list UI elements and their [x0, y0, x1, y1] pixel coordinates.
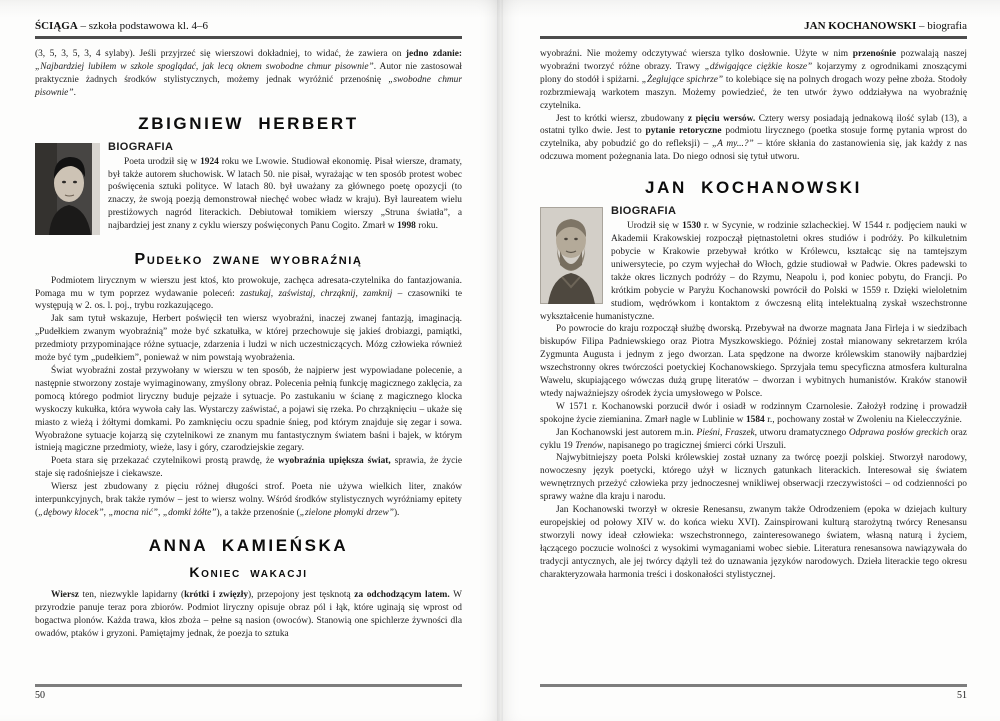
kochanowski-paragraph-2: Po powrocie do kraju rozpoczął służbę dworską. Przebywał na dworze magnata Jana Firleja i w siedzibach biskupów Filipa Padniewskiego oraz Piotra Myszkowskiego. Później został mianowany sekretarzem króla Zygmunta Augusta i jednym z jego dworzan. Lata spędzone na dworze królewskim stanowiły najbardziej wszechstronny okres twórczości poetyckiej Kochanowskiego. Sprzyjała temu specyficzna atmosfera kulturalna Wawelu, skupiającego wówczas dużą grupę literatów – dworzan i wybitnych humanistów. Kraków stanowił wtedy najważniejszy ośrodek życia umysłowego w Polsce. — [540, 324, 967, 399]
header-rule-right — [540, 36, 967, 39]
herbert-bio-paragraph: Poeta urodził się w 1924 roku we Lwowie. Studiował ekonomię. Pisał wiersze, dramaty, był także autorem słuchowisk. W latach 50. nie pisał, wyrażając w ten sposób protest wobec poświęcenia sztuki polityce. W latach 80. był uważany za głównego poetę opozycji (to znaczy, że swoją poezją demonstrował niechęć wobec władz w kraju). Był laureatem wielu prestiżowych nagród literackich. Debiutował tomikiem wierszy „Struna światła”, a najbardziej jest znany z cyklu wierszy poświęconych Panu Cogito. Zmarł w 1998 roku. — [108, 156, 462, 232]
portrait-photo-graphic — [35, 143, 100, 235]
running-header-left — [35, 20, 462, 33]
kochanowski-bio-block — [540, 205, 967, 323]
pudelko-paragraph-4: Poeta stara się przekazać czytelnikowi prostą prawdę, że wyobraźnia upiększa świat, sprawia, że życie staje się radośniejsze i ciekawsze. — [35, 456, 463, 480]
paragraph-continuation-left: (3, 5, 3, 5, 3, 4 sylaby). Jeśli przyjrzeć się wierszowi dokładniej, to widać, że zawiera on jedno zdanie: „Najbardziej lubiłem w szkole spoglądać, jak lecą oknem swobodne chmur pisownie”. Autor nie zastosował praktycznie żadnych środków stylistycznych, możemy jednak wyróżnić przenośnię „swobodne chmur pisownie”. — [35, 49, 463, 98]
biografia-heading-herbert: BIOGRAFIA — [108, 140, 174, 153]
page-right-content — [500, 0, 1000, 721]
section-title-jan-kochanowski: JAN KOCHANOWSKI — [645, 178, 862, 198]
page-right — [500, 0, 1000, 721]
header-rule-left — [35, 36, 462, 39]
page-gutter — [497, 0, 503, 721]
running-header-left-subtitle: – szkoła podstawowa kl. 4–6 — [77, 20, 208, 32]
kamienska-paragraph: Wiersz ten, niezwykle lapidarny (krótki i zwięzły), przepojony jest tęsknotą za odchodzącym latem. W przyrodzie panuje teraz pora zbiorów. Podmiot liryczny opisuje obraz pól i łąk, które uginają się wprost od bogactwa plonów. Każda trawa, kłos zboża – pełne są nasion (owoców). Stanowią one spichlerze żywności dla owadów, ptaków i gryzoni. Pamiętajmy jednak, że poezja to sztuka — [35, 589, 462, 639]
running-header-right-subtitle: – biografia — [916, 20, 967, 32]
page-footer-left — [35, 684, 462, 702]
section-title-anna-kamienska: ANNA KAMIEŃSKA — [148, 535, 349, 555]
paragraph-continuation-right-2: Jest to krótki wiersz, zbudowany z pięciu wersów. Cztery wersy posiadają jednakową ilość sylab (13), a ostatni tylko dwie. Jest to pytanie retoryczne podmiotu lirycznego (poetka stosuje formę pytania wprost do czytelnika, aby pobudzić go do refleksji) – „A my...?” – które skłania do zastanowienia się, jak każdy z nas odczuwa moment pożegnania lata. Do niego odnosi się tytuł utworu. — [540, 113, 968, 163]
paragraph-continuation-right-1: wyobraźni. Nie możemy odczytywać wiersza tylko dosłownie. Użyte w nim przenośnie pozwalają naszej wyobraźni tworzyć różne obrazy. Trawy „dźwigające ciężkie kosze” kojarzymy z ogrodnikami znoszącymi plony do stodół i spiżarni. „Żeglujące spichrze” to kolebiące się na polnych drogach wozy pełne zboża. Stodoły rozbrzmiewają warkotem maszyn. Możemy powiedzieć, że ten utwór żywo oddziaływa na wyobraźnię czytelnika. — [540, 49, 967, 111]
running-header-left-title: ŚCIĄGA — [35, 20, 78, 32]
pudelko-paragraph-3: Świat wyobraźni został przywołany w wierszu w ten sposób, że najpierw jest wypowiadane polecenie, a następnie stworzony zostaje wyimaginowany, zmyślony obraz. Polecenia pełnią funkcję magicznego zaklęcia, za pomocą którego podmiot liryczny buduje pejzaże i sytuacje. Po zastukaniu w ścianę z magicznego klocka wyskoczy kukułka, która wywoła cały las. Wystarczy zaświstać, a pojawi się rzeka. Po chrząknięciu – ukaże się miasto z wieżą i żółtymi domkami. Po zamknięciu oczu spadnie śnieg, pod którym znajduje się zegar i sowa. Wyobrażone sytuacje kojarzą się czytelnikowi ze znanym mu fantastycznym światem baśni i bajek, w którym istnieją magiczne przedmioty, wieże, lasy i góry, czarodziejskie zegary. — [35, 365, 462, 454]
kochanowski-paragraph-5: Najwybitniejszy poeta Polski królewskiej został uznany za twórcę poezji polskiej. Stworzył narodowy, nowoczesny język poetycki, którego użył w licznych gatunkach literackich. Interesował się światem wewnętrznych przeżyć człowieka przy jednoczesnej wnikliwej obserwacji rzeczywistości – od codzienności po sprawy ważne dla kraju i narodu. — [540, 453, 967, 503]
pudelko-paragraph-2: Jak sam tytuł wskazuje, Herbert poświęcił ten wiersz wyobraźni, inaczej zwanej fantazją, imaginacją. „Pudełkiem zwanym wyobraźnią” może być szkatułka, w której przechowuje się jakieś drobiazgi, pamiątki, przedmioty przypominające różne sytuacje, zdarzenia i ludzi w nich uczestniczących. Mózg człowieka również może być tym „pudełkiem”, ponieważ w nim powstają wyobrażenia. — [35, 314, 462, 364]
page-footer-right — [540, 684, 967, 702]
biografia-heading-kochanowski: BIOGRAFIA — [611, 205, 677, 218]
page-number-right: 51 — [957, 690, 967, 701]
running-header-right — [540, 20, 967, 33]
kochanowski-paragraph-4: Jan Kochanowski jest autorem m.in. Pieśni, Fraszek, utworu dramatycznego Odprawa posłów greckich oraz cyklu 19 Trenów, napisanego po tragicznej śmierci córki Urszuli. — [540, 427, 968, 451]
kochanowski-paragraph-6: Jan Kochanowski tworzył w okresie Renesansu, zwanym także Odrodzeniem (epoka w dziejach kultury europejskiej od połowy XIV w. do końca wieku XVI). Zainspirowani kulturą starożytną twórcy Renesansu stworzyli nowy ideał człowieka: wszechstronnego, zainteresowanego światem, własną naturą i życiem, łączącego poczucie wolności z wysokimi wymaganiami wobec siebie. Literatura renesansowa nawiązywała do tradycji antycznych, ale jej twórcy dążyli też do uznawania języków narodowych. Dzieła literackie tego okresu charakteryzowała harmonia treści i doskonałości stylistycznej. — [540, 505, 967, 580]
kochanowski-bio-paragraph-1: Urodził się w 1530 r. w Sycynie, w rodzinie szlacheckiej. W 1544 r. podjęciem nauki w Akademii Krakowskiej rozpoczął piętnastoletni okres studiów i podróży. Po kilkuletnim pobycie w Krakowie przebywał krótko w Królewcu, kształcąc się na tamtejszym uniwersytecie, po czym wyjechał do Włoch, gdzie studiował w Padwie. Okres padewski to także okres licznych podróży – do Rzymu, Neapolu i, pod koniec pobytu, do Francji. Po krótkim pobycie w Paryżu Kochanowski powrócił do Polski w 1559 r. Dzięki wieloletnim studiom, wędrówkom i kontaktom z ówczesną elitą intelektualną zyskał wszechstronne wykształcenie humanistyczne. — [540, 221, 967, 322]
footer-rule-left — [35, 684, 462, 687]
section-title-pudelko: Pudełko zwane wyobraźnią — [134, 250, 363, 268]
section-title-zbigniew-herbert: ZBIGNIEW HERBERT — [138, 113, 359, 133]
page-number-left: 50 — [35, 690, 45, 701]
pudelko-paragraph-5: Wiersz jest zbudowany z pięciu różnej długości strof. Poeta nie używa wielkich liter, znaków interpunkcyjnych, brak także rymów – jest to wiersz wolny. Wśród środków stylistycznych wyróżniamy epitety („dębowy klocek”, „mocna nić”, „domki żółte”), a także przenośnie („zielone płomyki drzew”). — [35, 482, 462, 518]
herbert-portrait-photo — [35, 143, 100, 235]
kochanowski-portrait-photo — [540, 207, 603, 304]
footer-rule-right — [540, 684, 967, 687]
kochanowski-paragraph-3: W 1571 r. Kochanowski porzucił dwór i osiadł w rodzinnym Czarnolesie. Założył rodzinę i prowadził spokojne życie ziemianina. Zmarł nagle w Lublinie w 1584 r., pochowany został w Zwoleniu na Kielecczyźnie. — [540, 401, 967, 425]
section-title-koniec-wakacji: Koniec wakacji — [189, 563, 308, 580]
portrait-engraving-graphic — [540, 207, 603, 304]
pudelko-paragraph-1: Podmiotem lirycznym w wierszu jest ktoś, kto prowokuje, zachęca adresata-czytelnika do fantazjowania. Pomaga mu w tym poprzez wydawanie poleceń: zastukaj, zaświstaj, chrząknij, zamknij – czasowniki te występują w 2. os. l. poj., trybu rozkazującego. — [35, 275, 462, 312]
running-header-right-title: JAN KOCHANOWSKI — [804, 20, 917, 32]
herbert-bio-block — [35, 141, 462, 238]
